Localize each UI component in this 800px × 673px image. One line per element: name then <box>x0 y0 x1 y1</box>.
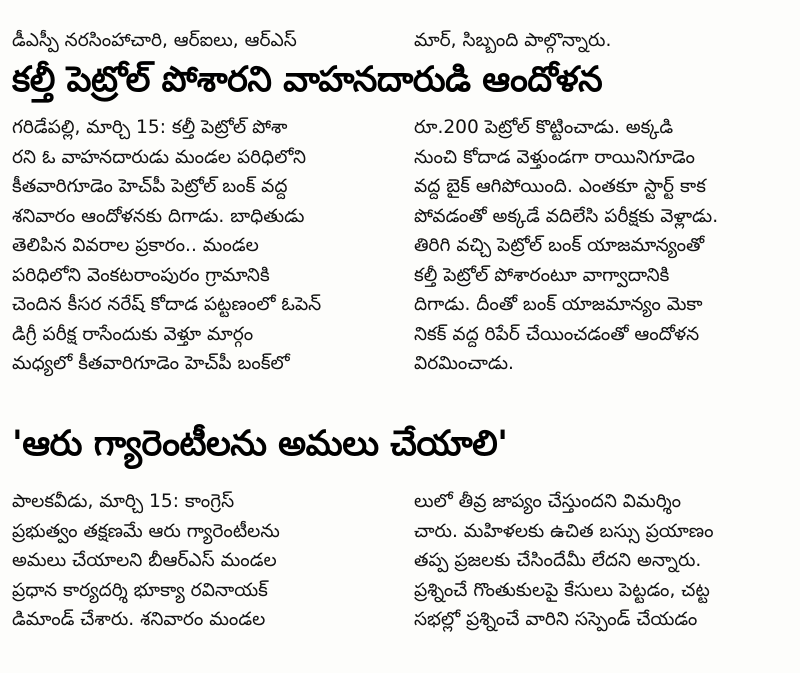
text-line: రూ.200 పెట్రోల్ కొట్టించాడు. అక్కడి <box>414 117 674 138</box>
article1-right-column <box>414 113 794 379</box>
text-line <box>414 0 794 26</box>
text-line: విరమించాడు. <box>414 353 514 374</box>
article-headline-petrol-adulteration: కల్తీ పెట్రోల్ పోశారని వాహనదారుడి ఆందోళన <box>12 60 603 100</box>
text-line: రని ఓ వాహనదారుడు మండల పరిధిలోని <box>12 146 307 168</box>
previous-article-right-column <box>414 0 794 55</box>
text-line <box>12 0 392 26</box>
text-line: కీతవారిగూడెం హెచ్‌పీ పెట్రోల్ బంక్ వద్ద <box>12 176 288 197</box>
text-line: లులో తీవ్ర జాప్యం చేస్తుందని విమర్శిం <box>414 491 682 512</box>
text-line: ప్రధాన కార్యదర్శి భూక్యా రవినాయక్ <box>12 579 268 601</box>
text-line: సభల్లో ప్రశ్నించే వారిని సస్పెండ్ చేయడం <box>414 609 698 630</box>
text-line <box>414 635 794 665</box>
article2-left-column <box>12 487 392 664</box>
text-line: అమలు చేయాలని బీఆర్ఎస్ మండల <box>12 550 277 571</box>
text-line: తప్ప ప్రజలకు చేసిందేమీ లేదని అన్నారు. <box>414 550 702 571</box>
text-line: చారు. మహిళలకు ఉచిత బస్సు ప్రయాణం <box>414 520 714 542</box>
article2-right-column <box>414 487 794 664</box>
text-line: కల్తీ పెట్రోల్ పోశారంటూ వాగ్వాదానికి <box>414 264 670 286</box>
text-line: దిగాడు. దీంతో బంక్ యాజమాన్యం మెకా <box>414 294 703 315</box>
text-line: నికక్ వద్ద రిపేర్ చేయించడంతో ఆందోళన <box>414 323 700 345</box>
article-headline-six-guarantees: 'ఆరు గ్యారెంటీలను అమలు చేయాలి' <box>12 424 508 464</box>
text-line: డిగ్రీ పరీక్ష రాసేందుకు వెళ్తూ మార్గం <box>12 323 254 345</box>
text-line: తెలిపిన వివరాల ప్రకారం.. మండల <box>12 235 259 256</box>
text-line <box>12 635 392 665</box>
text-line: పాలకవీడు, మార్చి 15: కాంగ్రెస్ <box>12 491 235 512</box>
text-line: పోవడంతో అక్కడే వదిలేసి పరీక్షకు వెళ్లాడు. <box>414 205 719 227</box>
previous-article-fragment <box>0 0 800 51</box>
text-line: నుంచి కోదాడ వెళ్తుండగా రాయినిగూడెం <box>414 146 695 168</box>
text-line: ప్రభుత్వం తక్షణమే ఆరు గ్యారెంటీలను <box>12 520 280 542</box>
text-line: డిమాండ్ చేశారు. శనివారం మండల <box>12 609 266 630</box>
text-line: శనివారం ఆందోళనకు దిగాడు. బాధితుడు <box>12 205 305 227</box>
previous-article-left-column <box>12 0 392 55</box>
text-line: చెందిన కీసర నరేష్ కోదాడ పట్టణంలో ఓపెన్ <box>12 294 322 315</box>
text-line: పరిధిలోని వెంకటరాంపురం గ్రామానికి <box>12 264 270 286</box>
text-line: మార్, సిబ్బంది పాల్గొన్నారు. <box>414 29 612 51</box>
text-line: మధ్యలో కీతవారిగూడెం హెచ్‌పీ బంక్‌లో <box>12 353 290 374</box>
text-line: గరిడేపల్లి, మార్చి 15: కల్తీ పెట్రోల్ పోశా <box>12 117 288 138</box>
article1-left-column <box>12 113 392 379</box>
text-line: డీఎస్పీ నరసింహాచారి, ఆర్ఐలు, ఆర్ఎస్ <box>12 29 297 51</box>
text-line: వద్ద బైక్ ఆగిపోయింది. ఎంతకూ స్టార్ట్ కాక <box>414 176 706 197</box>
text-line: తిరిగి వచ్చి పెట్రోల్ బంక్ యాజమాన్యంతో <box>414 235 705 256</box>
text-line: ప్రశ్నించే గొంతుకులపై కేసులు పెట్టడం, చట్ట <box>414 579 710 601</box>
